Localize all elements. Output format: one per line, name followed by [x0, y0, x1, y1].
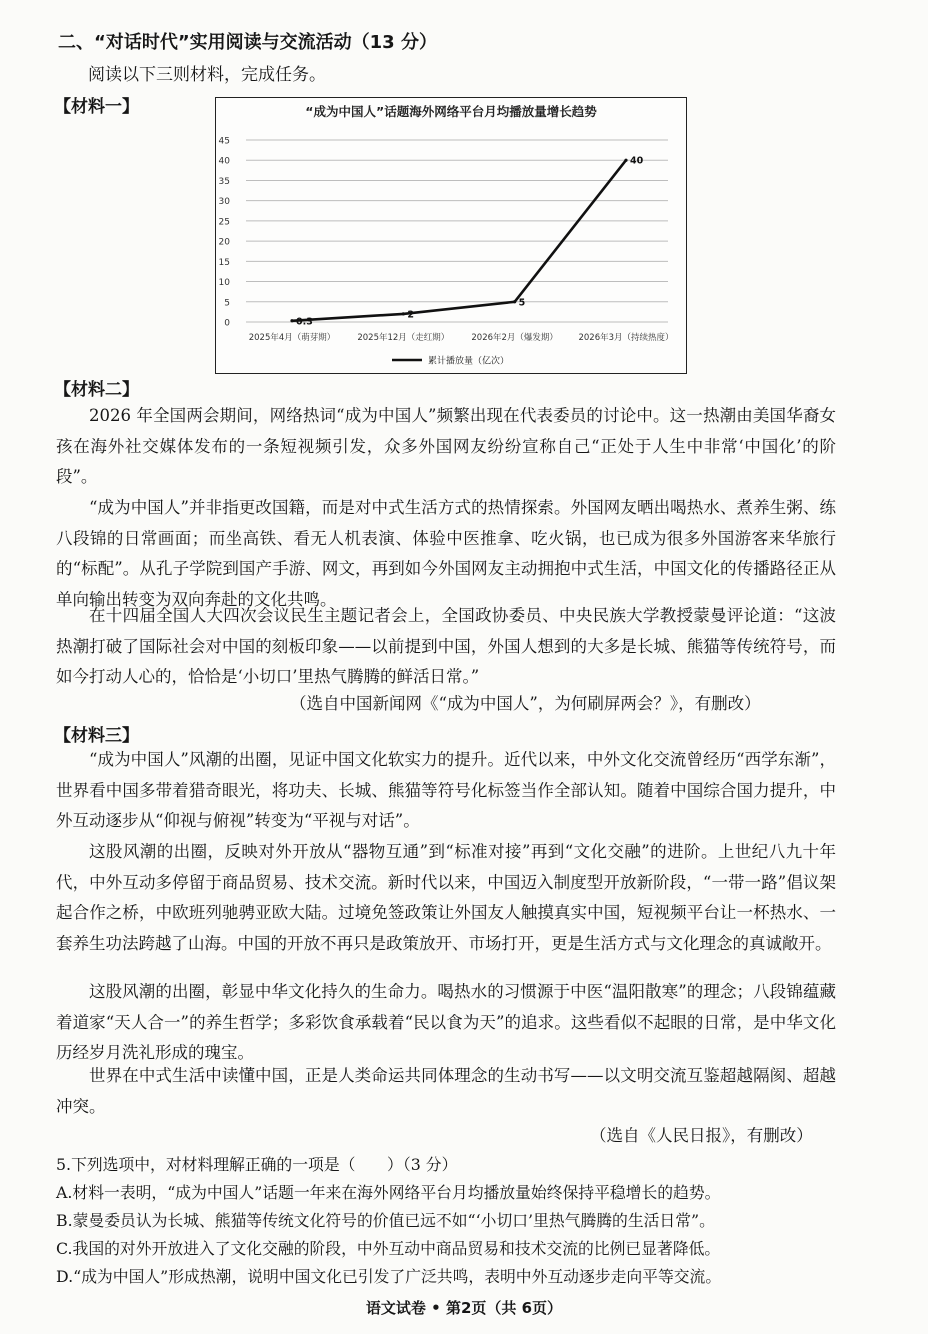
material-2-label: 【材料二】 [54, 380, 139, 400]
y-tick-label: 15 [218, 257, 230, 268]
data-point [624, 159, 627, 162]
y-tick-label: 25 [218, 217, 230, 228]
question-5-option-d: D.“成为中国人”形成热潮，说明中国文化已引发了广泛共鸣，表明中外互动逐步走向平等交流。 [56, 1267, 722, 1286]
data-label: 40 [630, 155, 644, 167]
material-3-source: （选自《人民日报》，有删改） [590, 1126, 813, 1145]
question-5-option-c: C.我国的对外开放进入了文化交融的阶段，中外互动中商品贸易和技术交流的比例已显著降低。 [56, 1239, 721, 1258]
series-line [292, 160, 626, 321]
section-intro: 阅读以下三则材料，完成任务。 [88, 65, 326, 85]
material-2-paragraph: 在十四届全国人大四次会议民生主题记者会上，全国政协委员、中央民族大学教授蒙曼评论道：“这波热潮打破了国际社会对中国的刻板印象——以前提到中国，外国人想到的大多是长城、熊猫等传统符号，而如今打动人心的，恰恰是‘小切口’里热气腾腾的鲜活日常。” [56, 606, 836, 687]
data-label: 2 [407, 309, 414, 321]
data-label: 0.3 [296, 316, 313, 328]
material-3-label: 【材料三】 [54, 726, 139, 746]
x-tick-label: 2025年4月（萌芽期） [248, 333, 336, 343]
chart-title: “成为中国人”话题海外网络平台月均播放量增长趋势 [305, 104, 597, 119]
data-point [290, 319, 293, 322]
section-title: 二、“对话时代”实用阅读与交流活动（13 分） [58, 32, 437, 53]
x-tick-label: 2026年3月（持续热度） [578, 333, 674, 343]
question-5-option-b: B.蒙曼委员认为长城、熊猫等传统文化符号的价值已远不如“‘小切口’里热气腾腾的生活日常”。 [56, 1211, 715, 1230]
y-tick-label: 40 [218, 156, 230, 167]
y-tick-label: 45 [218, 136, 230, 147]
line-chart [215, 97, 687, 374]
x-tick-label: 2025年12月（走红期） [357, 333, 450, 343]
y-tick-label: 20 [218, 237, 230, 248]
question-5-stem: 5.下列选项中，对材料理解正确的一项是（ ）（3 分） [56, 1155, 458, 1174]
question-5-option-a: A.材料一表明，“成为中国人”话题一年来在海外网络平台月均播放量始终保持平稳增长的趋势。 [56, 1183, 721, 1202]
material-2-paragraph: 2026 年全国两会期间，网络热词“成为中国人”频繁出现在代表委员的讨论中。这一热潮由美国华裔女孩在海外社交媒体发布的一条短视频引发，众多外国网友纷纷宣称自己“正处于人生中非常‘中国化’的阶段”。 [56, 406, 836, 487]
y-tick-label: 5 [224, 298, 230, 309]
y-tick-label: 10 [218, 278, 230, 289]
material-3-paragraph: 这股风潮的出圈，反映对外开放从“器物互通”到“标准对接”再到“文化交融”的进阶。上世纪八九十年代，中外互动多停留于商品贸易、技术交流。新时代以来，中国迈入制度型开放新阶段，“一带一路”倡议架起合作之桥，中欧班列驰骋亚欧大陆。过境免签政策让外国友人触摸真实中国，短视频平台让一杯热水、一套养生功法跨越了山海。中国的开放不再只是政策放开、市场打开，更是生活方式与文化理念的真诚敞开。 [56, 842, 836, 953]
x-tick-label: 2026年2月（爆发期） [471, 333, 558, 343]
chart-svg [216, 98, 686, 373]
material-3-paragraph: 这股风潮的出圈，彰显中华文化持久的生命力。喝热水的习惯源于中医“温阳散寒”的理念；八段锦蕴藏着道家“天人合一”的养生哲学；多彩饮食承载着“民以食为天”的追求。这些看似不起眼的日常，是中华文化历经岁月洗礼形成的瑰宝。 [56, 982, 836, 1063]
material-2-paragraph: “成为中国人”并非指更改国籍，而是对中式生活方式的热情探索。外国网友晒出喝热水、煮养生粥、练八段锦的日常画面；而坐高铁、看无人机表演、体验中医推拿、吃火锅，也已成为很多外国游客来华旅行的“标配”。从孔子学院到国产手游、网文，再到如今外国网友主动拥抱中式生活，中国文化的传播路径正从单向输出转变为双向奔赴的文化共鸣。 [56, 498, 836, 609]
material-3-paragraph: 世界在中式生活中读懂中国，正是人类命运共同体理念的生动书写——以文明交流互鉴超越隔阂、超越冲突。 [56, 1066, 836, 1116]
legend-label: 累计播放量（亿次） [428, 356, 510, 367]
material-3-paragraph: “成为中国人”风潮的出圈，见证中国文化软实力的提升。近代以来，中外文化交流曾经历“西学东渐”，世界看中国多带着猎奇眼光，将功夫、长城、熊猫等符号化标签当作全部认知。随着中国综合国力提升，中外互动逐步从“仰视与俯视”转变为“平视与对话”。 [56, 750, 836, 831]
y-tick-label: 35 [218, 176, 230, 187]
material-1-label: 【材料一】 [54, 97, 139, 117]
y-tick-label: 30 [218, 197, 230, 208]
data-point [402, 312, 405, 315]
data-point [513, 300, 516, 303]
data-label: 5 [518, 297, 526, 309]
material-2-source: （选自中国新闻网《“成为中国人”，为何刷屏两会？》，有删改） [290, 694, 761, 713]
y-tick-label: 0 [224, 318, 230, 329]
page-footer: 语文试卷 • 第2页（共 6页） [365, 1299, 563, 1317]
